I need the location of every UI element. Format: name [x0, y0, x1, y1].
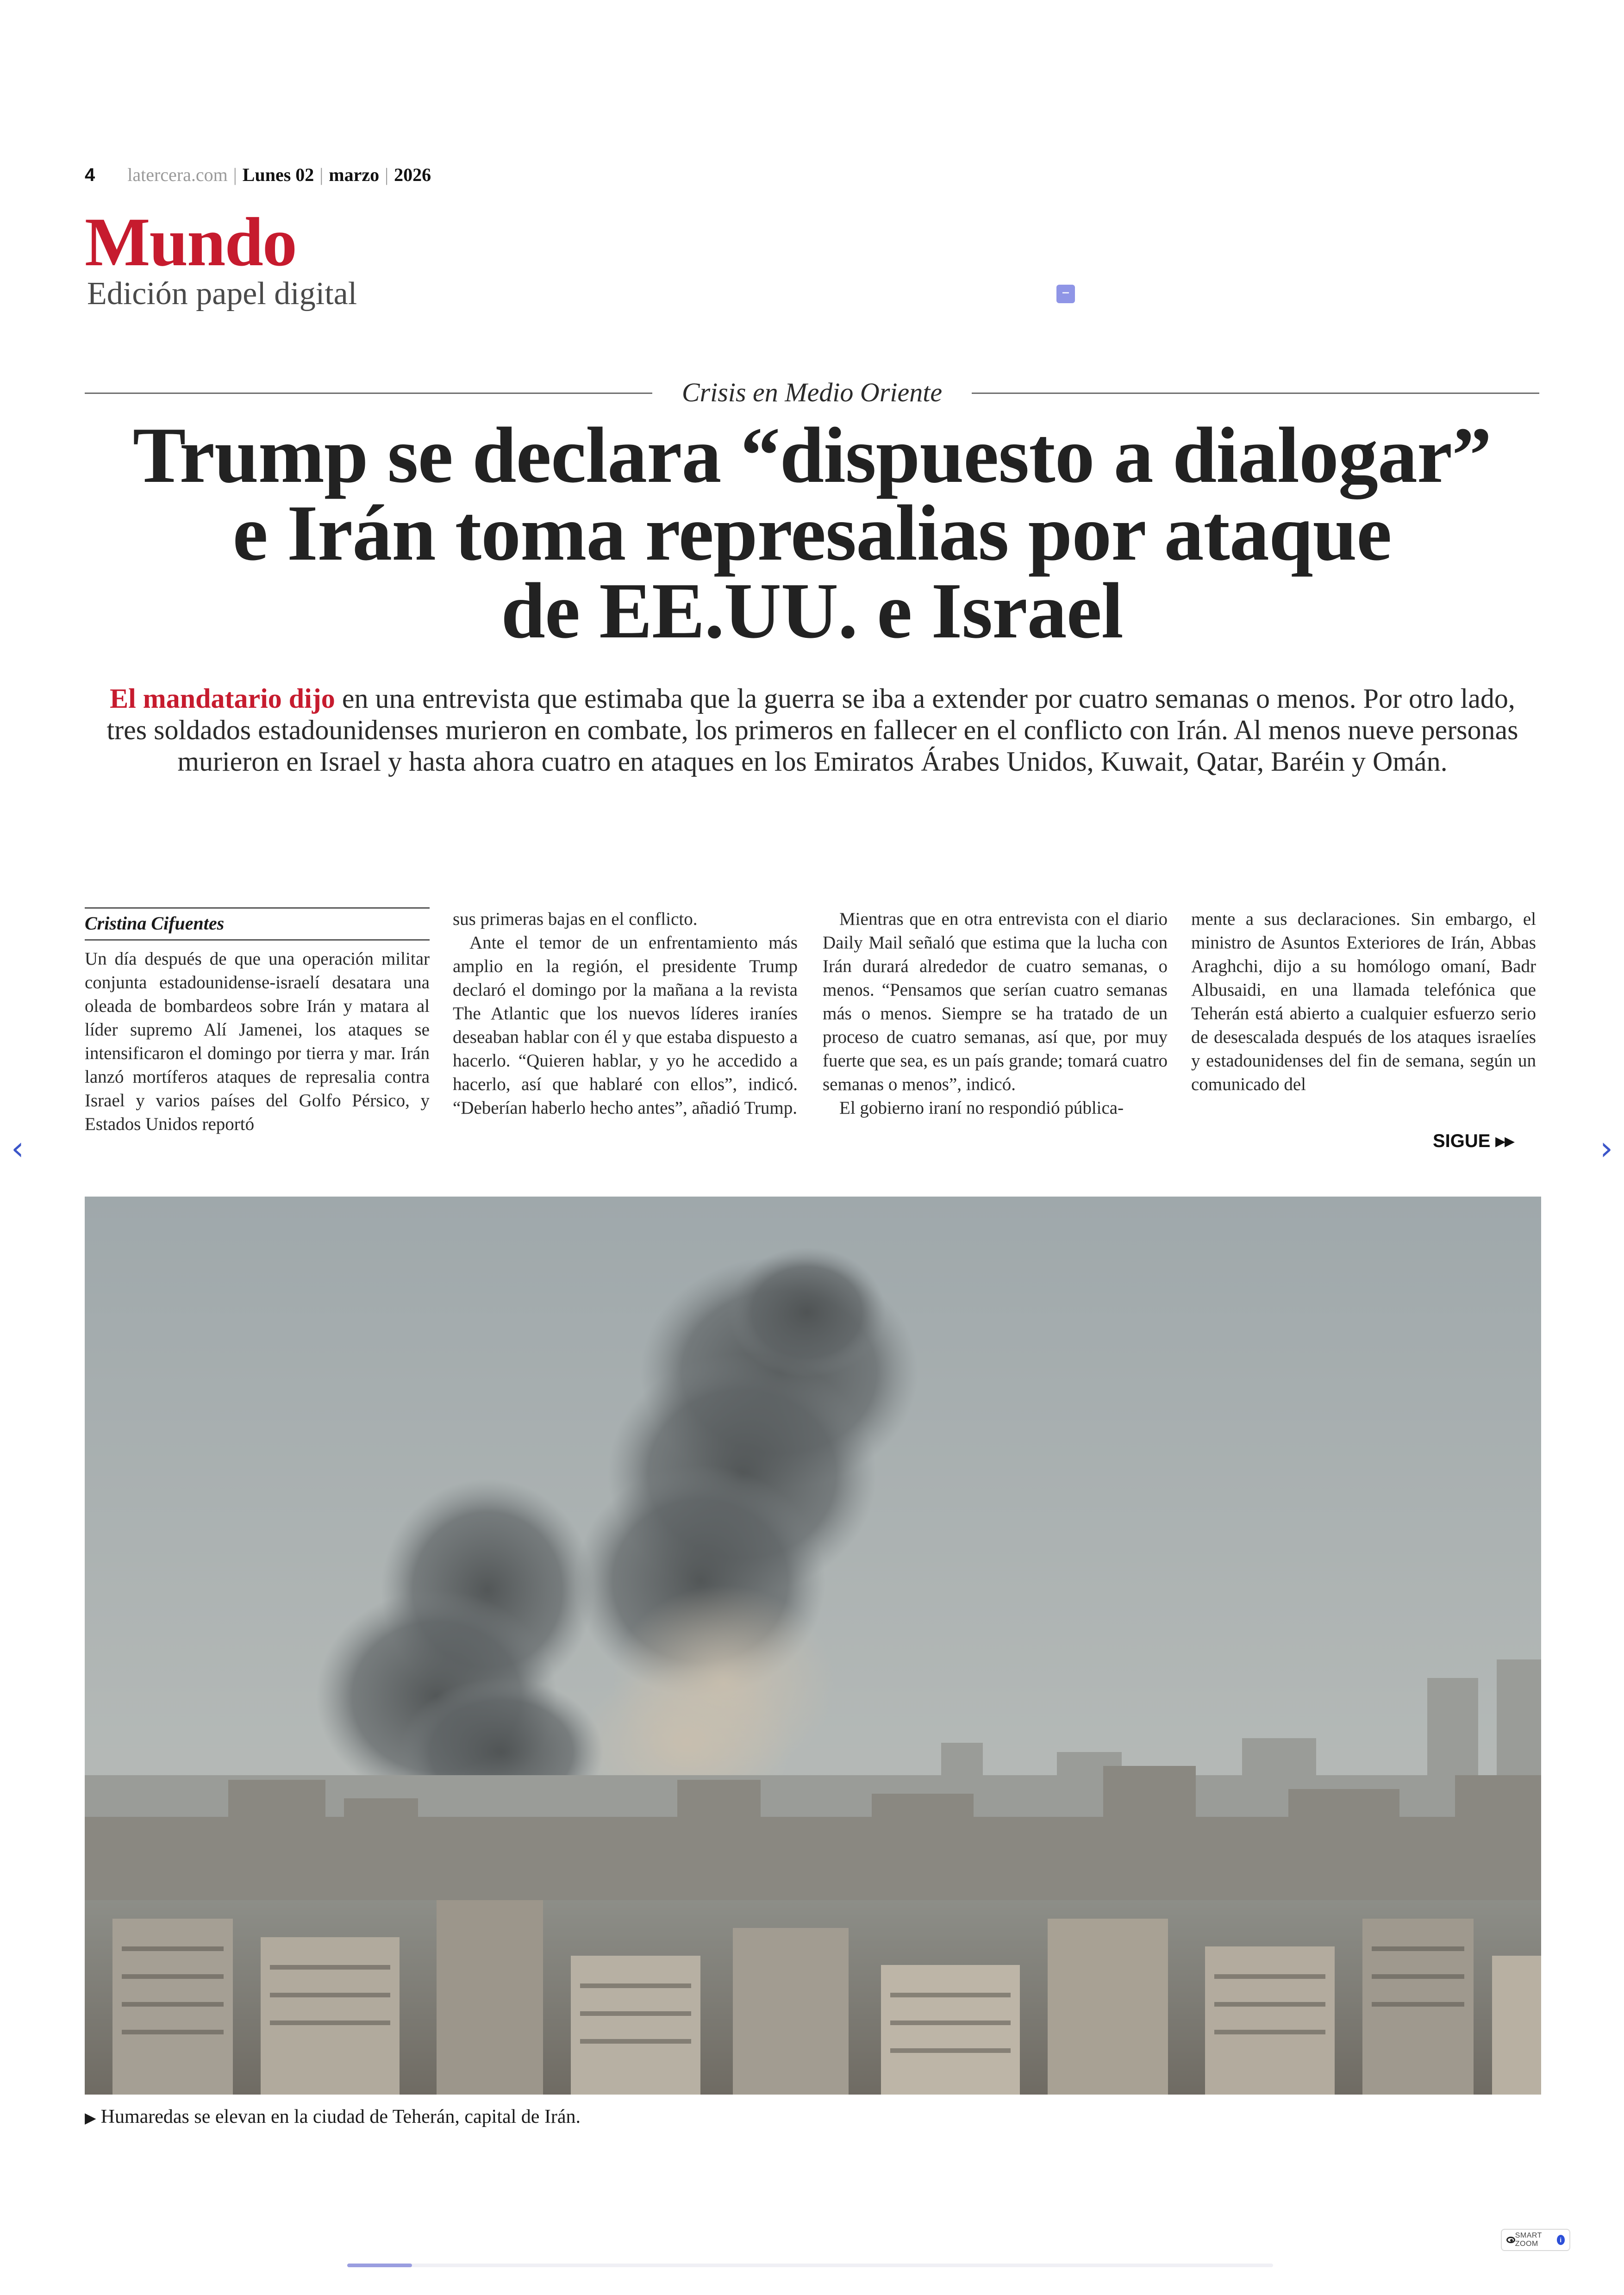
body-paragraph: Un día después de que una operación militar conjunta estadounidense-israelí desatara una oleada de bombardeos sobre Irán y matara al líder supremo Alí Jamenei, los ataques se intensificaron el domingo por tierra y mar. Irán lanzó mortíferos ataques de represalia contra Israel y varios países del Golfo Pérsico, y Estados Unidos reportó: [85, 949, 430, 1134]
body-paragraph: sus primeras bajas en el conflicto.: [453, 909, 698, 929]
body-column-4: [1191, 907, 1536, 1096]
separator: |: [233, 164, 237, 185]
body-paragraph: El gobierno iraní no respondió pública-: [839, 1098, 1124, 1118]
tehran-smoke-illustration: [85, 1197, 1541, 2095]
page-progress-track[interactable]: [347, 2264, 1273, 2267]
separator: |: [319, 164, 324, 185]
body-paragraph: Ante el temor de un enfrentamiento más amplio en la región, el presidente Trump declaró el domingo por la mañana a la revista The Atlantic que los nuevos líderes iraníes deseaban hablar con él y que estaba dispuesto a hacerlo. “Quieren hablar, y yo he accedido a hacerlo, así que hablaré con ellos”, indicó. “Deberían haberlo hecho antes”, añadió Trump.: [453, 933, 798, 1118]
chevron-right-icon[interactable]: ›: [1600, 1129, 1613, 1167]
smart-zoom-button[interactable]: [1501, 2229, 1570, 2251]
body-column-2: [453, 907, 798, 1120]
page-number: 4: [85, 165, 95, 185]
chevron-left-icon[interactable]: ‹: [11, 1129, 24, 1167]
body-column-1: [85, 907, 430, 1136]
body-paragraph: Mientras que en otra entrevista con el diario Daily Mail señaló que estima que la lucha con Irán durará alrededor de cuatro semanas, o menos. “Pensamos que serían cuatro semanas más o menos. Siempre se ha tratado de un proceso de cuatro semanas, así que, por muy fuerte que sea, es un país grande; tomará cuatro semanas o menos”, indicó.: [823, 909, 1168, 1094]
body-column-3: [823, 907, 1168, 1120]
headline-line: e Irán toma represalias por ataque: [232, 489, 1392, 577]
headline-line: Trump se declara “dispuesto a dialogar”: [132, 412, 1492, 499]
section-subtitle: Edición papel digital: [87, 276, 357, 312]
page-progress-fill: [347, 2264, 412, 2267]
site-name: latercera.com: [127, 164, 228, 185]
caption-text: Humaredas se elevan en la ciudad de Teherán, capital de Irán.: [100, 2106, 581, 2127]
kicker-rule-right: [972, 393, 1539, 394]
article-kicker: Crisis en Medio Oriente: [681, 377, 943, 407]
issue-year: 2026: [394, 164, 431, 185]
smart-zoom-label: SMART ZOOM: [1515, 2232, 1542, 2248]
issue-month: marzo: [329, 164, 380, 185]
lead-text: en una entrevista que estimaba que la guerra se iba a extender por cuatro semanas o menos. Por otro lado, tres soldados estadounidenses murieron en combate, los primeros en fallecer en el conflicto con Irán. Al menos nueve personas murieron en Israel y hasta ahora cuatro en ataques en los Emiratos Árabes Unidos, Kuwait, Qatar, Baréin y Omán.: [106, 683, 1518, 777]
body-paragraph: mente a sus declaraciones. Sin embargo, el ministro de Asuntos Exteriores de Irán, Abbas Araghchi, dijo a su homólogo omaní, Badr Albusaidi, en una llamada telefónica que Teherán está abierto a cualquier esfuerzo serio de desescalada después de los ataques israelíes y estadounidenses del fin de semana, según un comunicado del: [1191, 909, 1536, 1094]
issue-day: Lunes 02: [242, 164, 314, 185]
continue-label[interactable]: SIGUE ▸▸: [1433, 1131, 1514, 1151]
photo-caption: [85, 2104, 581, 2131]
lead-highlight: El mandatario dijo: [110, 683, 335, 714]
byline-box: [85, 907, 430, 941]
eye-icon: [1506, 2237, 1515, 2243]
headline-line: de EE.UU. e Israel: [501, 567, 1123, 655]
kicker-rule-left: [85, 393, 652, 394]
article-lead: [97, 683, 1528, 777]
article-headline: [85, 412, 1539, 655]
separator: |: [385, 164, 389, 185]
caption-triangle-icon: ▶: [85, 2109, 96, 2127]
author-byline: Cristina Cifuentes: [85, 913, 225, 934]
section-title: Mundo: [85, 204, 296, 281]
issue-meta-line: [85, 162, 431, 188]
article-photo: [85, 1197, 1541, 2095]
ad-marker-icon[interactable]: [1056, 285, 1075, 303]
info-icon: i: [1557, 2235, 1565, 2245]
